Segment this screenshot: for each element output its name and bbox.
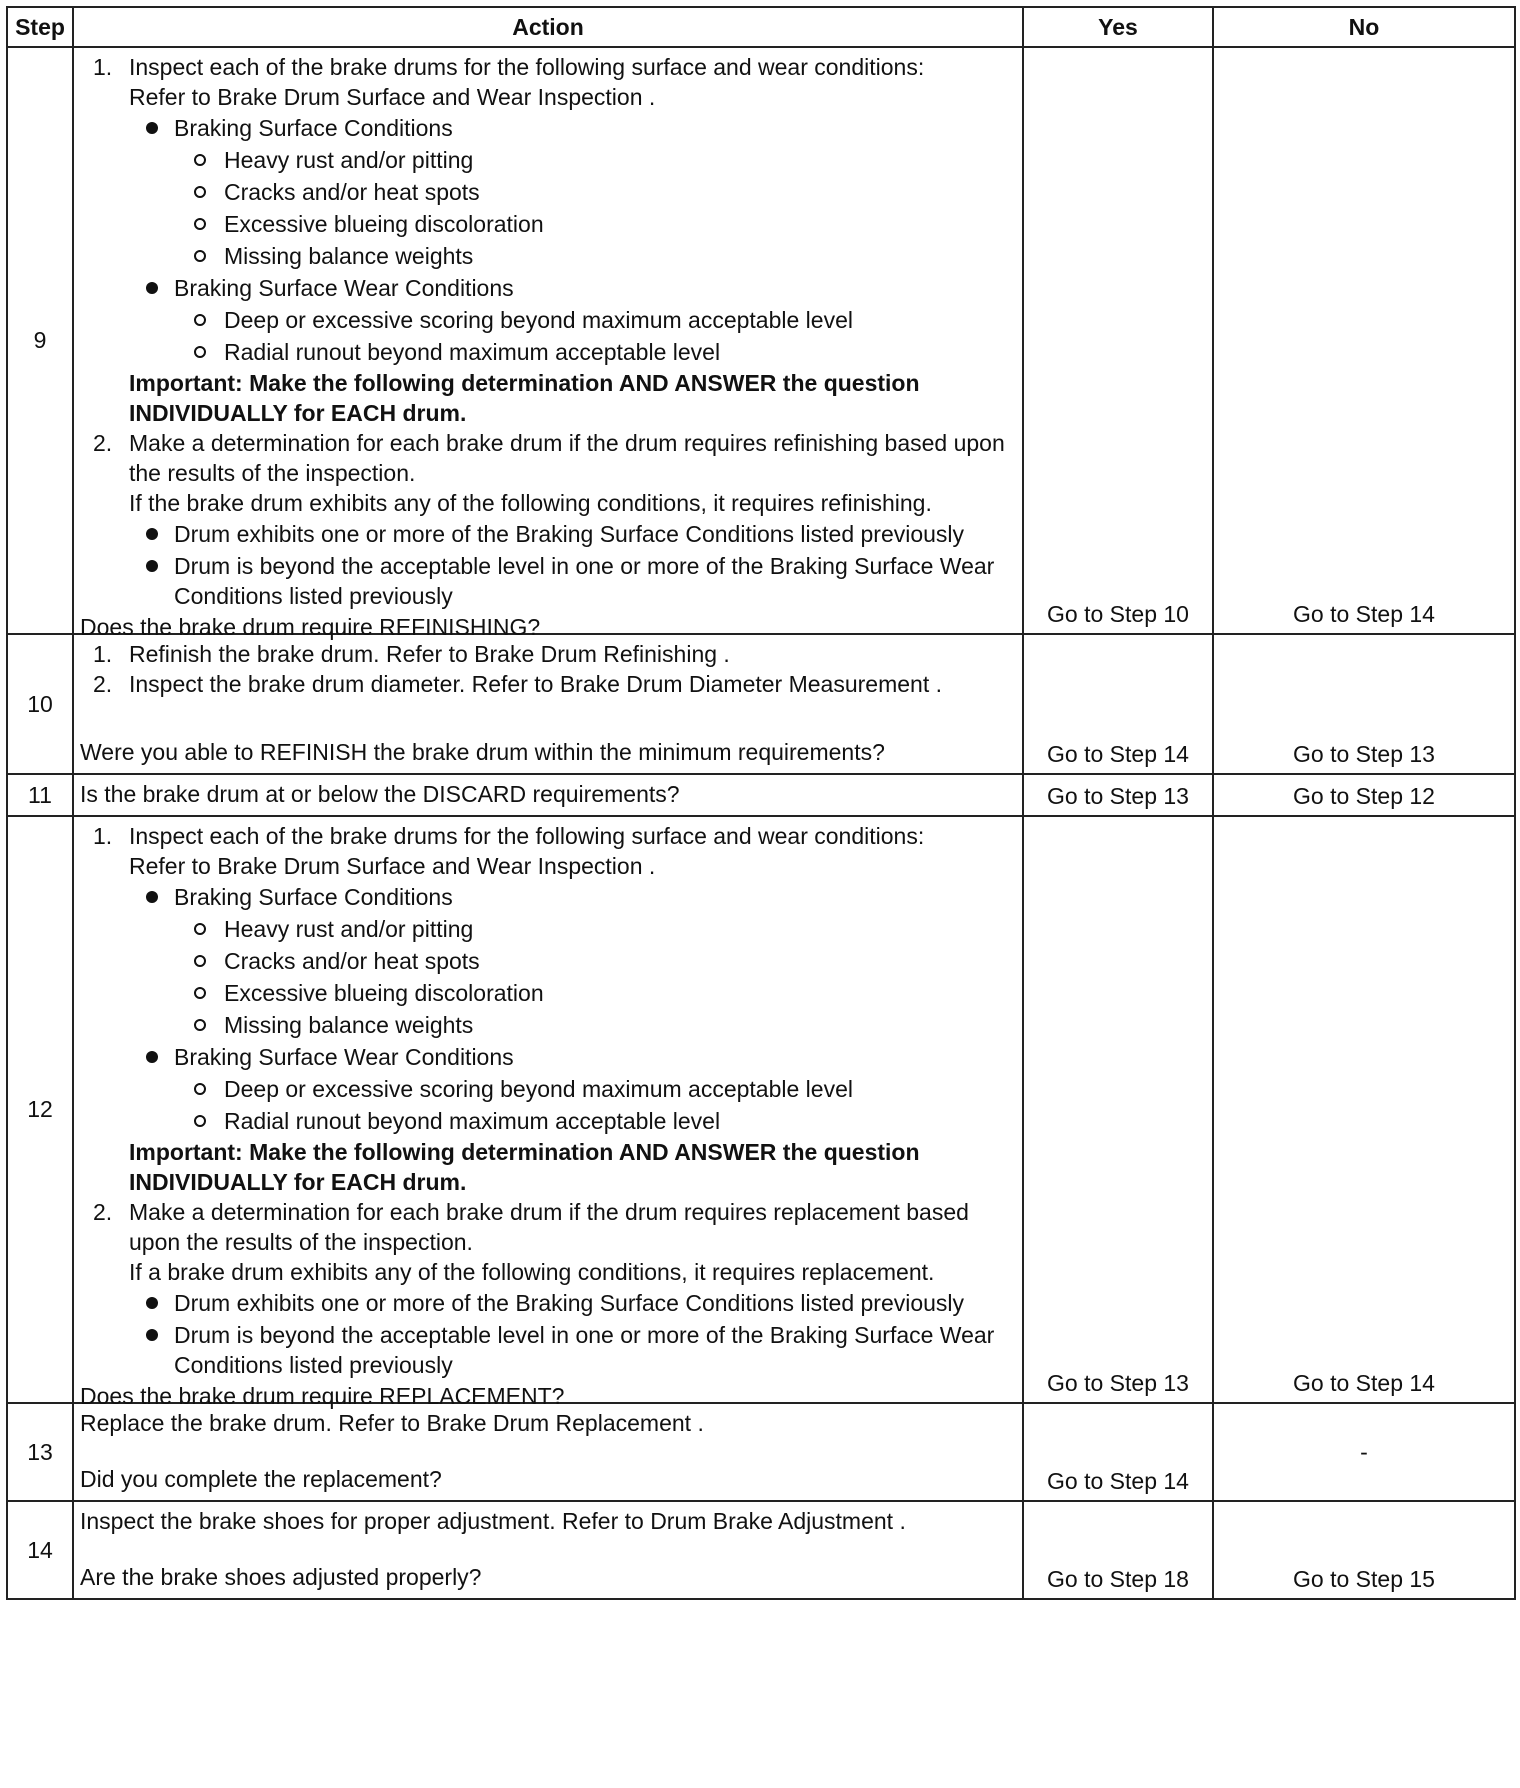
- header-action: Action: [73, 7, 1023, 47]
- table-row-step-11: [7, 774, 1515, 816]
- header-no: No: [1213, 7, 1515, 47]
- action-cell: [73, 774, 1023, 816]
- action-cell: [73, 1403, 1023, 1501]
- circle-bullet-icon: [192, 241, 224, 271]
- numbered-item: 1. Inspect each of the brake drums for the following surface and wear conditions:: [93, 823, 925, 849]
- table-row-step-10: [7, 634, 1515, 774]
- circle-bullet-icon: [192, 209, 224, 239]
- numbered-item: 1. Refinish the brake drum. Refer to Brake Drum Refinishing .: [93, 641, 730, 667]
- circle-bullet-icon: [192, 946, 224, 976]
- no-cell: [1213, 47, 1515, 634]
- sub-bullet-item: Cracks and/or heat spots: [80, 177, 1014, 207]
- circle-bullet-icon: [192, 305, 224, 335]
- condition-note: If the brake drum exhibits any of the following conditions, it requires refinishing.: [129, 490, 932, 516]
- action-text: Inspect the brake shoes for proper adjustment. Refer to Drum Brake Adjustment .: [80, 1508, 906, 1534]
- bullet-icon: [143, 1042, 174, 1072]
- question-text: Does the brake drum require REFINISHING?: [80, 614, 541, 640]
- bullet-icon: [143, 882, 174, 912]
- bullet-item: Braking Surface Conditions: [80, 113, 1014, 143]
- question-text: Does the brake drum require REPLACEMENT?: [80, 1383, 565, 1409]
- yes-link[interactable]: Go to Step 13: [1047, 783, 1189, 809]
- circle-bullet-icon: [192, 1010, 224, 1040]
- reference-link[interactable]: Refer to Brake Drum Surface and Wear Inspection .: [129, 853, 656, 879]
- no-cell: [1213, 1501, 1515, 1599]
- yes-cell: [1023, 634, 1213, 774]
- sub-bullet-item: Radial runout beyond maximum acceptable level: [80, 337, 1014, 367]
- action-cell: [73, 634, 1023, 774]
- sub-bullet-item: Deep or excessive scoring beyond maximum acceptable level: [80, 305, 1014, 335]
- sub-bullet-item: Heavy rust and/or pitting: [80, 145, 1014, 175]
- bullet-item: Braking Surface Wear Conditions: [80, 273, 1014, 303]
- circle-bullet-icon: [192, 914, 224, 944]
- yes-cell: [1023, 774, 1213, 816]
- table-row-step-13: [7, 1403, 1515, 1501]
- bullet-item: Drum is beyond the acceptable level in one or more of the Braking Surface Wear Conditions listed previously: [80, 551, 1014, 611]
- bullet-item: Drum exhibits one or more of the Braking Surface Conditions listed previously: [80, 519, 1014, 549]
- no-link[interactable]: Go to Step 15: [1293, 1566, 1435, 1592]
- action-cell: [73, 816, 1023, 1409]
- numbered-item: 2. Make a determination for each brake drum if the drum requires refinishing based upon the results of the inspection.: [93, 430, 1005, 486]
- bullet-item: Drum exhibits one or more of the Braking Surface Conditions listed previously: [80, 1288, 1014, 1318]
- yes-link[interactable]: Go to Step 10: [1047, 601, 1189, 627]
- header-step: Step: [7, 7, 73, 47]
- important-note: Important: Make the following determination AND ANSWER the question INDIVIDUALLY for EACH drum.: [129, 1139, 920, 1195]
- sub-bullet-item: Deep or excessive scoring beyond maximum acceptable level: [80, 1074, 1014, 1104]
- bullet-icon: [143, 551, 174, 611]
- circle-bullet-icon: [192, 337, 224, 367]
- no-cell: [1213, 816, 1515, 1403]
- table-row-step-12: [7, 816, 1515, 1403]
- yes-cell: [1023, 1403, 1213, 1501]
- table-row-step-14: [7, 1501, 1515, 1599]
- bullet-icon: [143, 519, 174, 549]
- bullet-icon: [143, 1320, 174, 1380]
- question-text: Were you able to REFINISH the brake drum within the minimum requirements?: [80, 739, 885, 765]
- question-text: Is the brake drum at or below the DISCARD requirements?: [80, 781, 680, 807]
- no-cell: [1213, 774, 1515, 816]
- circle-bullet-icon: [192, 145, 224, 175]
- numbered-item: 2. Make a determination for each brake drum if the drum requires replacement based upon the results of the inspection.: [93, 1199, 969, 1255]
- no-cell: -: [1213, 1403, 1515, 1501]
- header-yes: Yes: [1023, 7, 1213, 47]
- no-link[interactable]: Go to Step 12: [1293, 783, 1435, 809]
- condition-note: If a brake drum exhibits any of the following conditions, it requires replacement.: [129, 1259, 935, 1285]
- action-cell: [73, 1501, 1023, 1599]
- yes-link[interactable]: Go to Step 14: [1047, 741, 1189, 767]
- step-number: 13: [7, 1403, 73, 1501]
- bullet-item: Drum is beyond the acceptable level in one or more of the Braking Surface Wear Conditions listed previously: [80, 1320, 1014, 1380]
- yes-cell: [1023, 816, 1213, 1403]
- action-text: Replace the brake drum. Refer to Brake Drum Replacement .: [80, 1410, 704, 1436]
- sub-bullet-item: Heavy rust and/or pitting: [80, 914, 1014, 944]
- header-row: [7, 7, 1515, 47]
- step-number: 11: [7, 774, 73, 816]
- sub-bullet-item: Excessive blueing discoloration: [80, 209, 1014, 239]
- circle-bullet-icon: [192, 978, 224, 1008]
- yes-link[interactable]: Go to Step 13: [1047, 1370, 1189, 1396]
- yes-cell: [1023, 47, 1213, 634]
- bullet-item: Braking Surface Wear Conditions: [80, 1042, 1014, 1072]
- yes-cell: [1023, 1501, 1213, 1599]
- circle-bullet-icon: [192, 177, 224, 207]
- question-text: Are the brake shoes adjusted properly?: [80, 1564, 482, 1590]
- yes-link[interactable]: Go to Step 18: [1047, 1566, 1189, 1592]
- sub-bullet-item: Radial runout beyond maximum acceptable level: [80, 1106, 1014, 1136]
- table-row-step-9: [7, 47, 1515, 634]
- no-link[interactable]: Go to Step 13: [1293, 741, 1435, 767]
- circle-bullet-icon: [192, 1074, 224, 1104]
- step-number: 14: [7, 1501, 73, 1599]
- yes-link[interactable]: Go to Step 14: [1047, 1468, 1189, 1494]
- bullet-icon: [143, 1288, 174, 1318]
- reference-link[interactable]: Refer to Brake Drum Surface and Wear Inspection .: [129, 84, 656, 110]
- numbered-item: 2. Inspect the brake drum diameter. Refer to Brake Drum Diameter Measurement .: [93, 671, 942, 697]
- sub-bullet-item: Cracks and/or heat spots: [80, 946, 1014, 976]
- step-number: 9: [7, 47, 73, 634]
- bullet-icon: [143, 273, 174, 303]
- diagnostic-table: [6, 6, 1516, 1600]
- question-text: Did you complete the replacement?: [80, 1466, 442, 1492]
- step-number: 10: [7, 634, 73, 774]
- circle-bullet-icon: [192, 1106, 224, 1136]
- no-cell: [1213, 634, 1515, 774]
- sub-bullet-item: Missing balance weights: [80, 1010, 1014, 1040]
- bullet-icon: [143, 113, 174, 143]
- numbered-item: 1. Inspect each of the brake drums for the following surface and wear conditions:: [93, 54, 925, 80]
- action-cell: [73, 47, 1023, 640]
- no-link[interactable]: Go to Step 14: [1293, 1370, 1435, 1396]
- no-link[interactable]: Go to Step 14: [1293, 601, 1435, 627]
- important-note: Important: Make the following determination AND ANSWER the question INDIVIDUALLY for EACH drum.: [129, 370, 920, 426]
- bullet-item: Braking Surface Conditions: [80, 882, 1014, 912]
- sub-bullet-item: Missing balance weights: [80, 241, 1014, 271]
- sub-bullet-item: Excessive blueing discoloration: [80, 978, 1014, 1008]
- step-number: 12: [7, 816, 73, 1403]
